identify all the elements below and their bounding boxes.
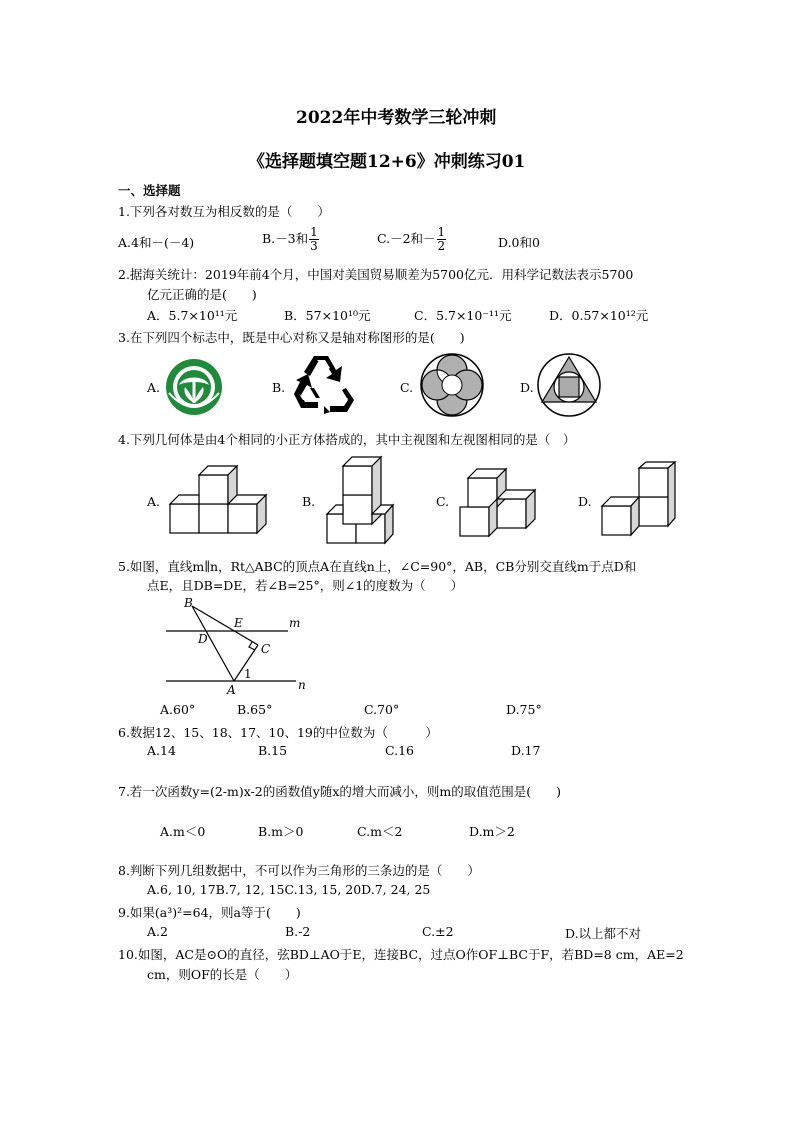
q5-option-c: C.70° [364, 702, 400, 717]
q4-stem: 4.下列几何体是由4个相同的小正方体搭成的，其中主视图和左视图相同的是（ ） [118, 432, 576, 447]
q6-option-c: C.16 [385, 743, 414, 758]
q4-label-c: C. [436, 494, 450, 509]
q4-label-a: A. [147, 494, 161, 509]
q1-stem: 1.下列各对数互为相反数的是（ ） [118, 204, 330, 219]
q9-option-d: D.以上都不对 [565, 926, 642, 941]
q1-fraction-b-num: 1 [310, 225, 318, 239]
q5-label-angle1: 1 [244, 667, 252, 681]
q2-option-d: D．0.57×10¹²元 [549, 308, 649, 323]
page-subtitle: 《选择题填空题12+6》冲刺练习01 [248, 152, 526, 172]
q5-line2: 点E，且DB=DE，若∠B=25°，则∠1的度数为（ ） [147, 578, 464, 593]
q5-label-a: A [227, 683, 236, 697]
section-heading: 一、选择题 [118, 183, 181, 198]
q3-label-a: A. [147, 380, 161, 395]
q1-option-d: D.0和0 [498, 235, 540, 250]
recycle-logo-icon [290, 350, 356, 416]
cube-figure-b-icon [323, 455, 395, 545]
q1-fraction-b [309, 226, 319, 253]
q1-option-c [377, 226, 447, 253]
q5-geometry-figure [160, 596, 320, 696]
q7-option-a: A.m＜0 [160, 824, 206, 839]
q2-option-b: B．57×10¹⁰元 [284, 308, 371, 323]
q7-option-b: B.m＞0 [258, 824, 304, 839]
q10-line1: 10.如图，AC是⊙O的直径，弦BD⊥AO于E，连接BC，过点O作OF⊥BC于F，若BD=8 cm，AE=2 [118, 947, 684, 962]
q10-line2: cm，则OF的长是（ ） [147, 967, 298, 982]
q7-option-c: C.m＜2 [357, 824, 403, 839]
q9-option-a: A.2 [147, 924, 168, 939]
q1-fraction-b-den: 3 [310, 239, 318, 253]
q6-option-b: B.15 [258, 743, 288, 758]
q1-fraction-c-num: 1 [437, 225, 446, 239]
q1-option-b-text: B.－3和 [262, 231, 309, 246]
q3-label-c: C. [400, 380, 414, 395]
q2-option-a: A．5.7×10¹¹元 [147, 308, 238, 323]
q3-label-b: B. [272, 380, 286, 395]
q6-option-d: D.17 [511, 743, 541, 758]
q5-label-n: n [298, 678, 306, 692]
q1-option-a: A.4和－(－4) [118, 235, 195, 250]
q5-label-e: E [234, 616, 243, 630]
q3-label-d: D. [520, 380, 534, 395]
q5-option-d: D.75° [506, 702, 542, 717]
q5-option-a: A.60° [160, 702, 196, 717]
q8-stem: 8.判断下列几组数据中，不可以作为三角形的三条边的是（ ） [118, 863, 480, 878]
q9-option-c: C.±2 [422, 924, 454, 939]
q5-label-d: D [198, 632, 208, 646]
q4-label-d: D. [578, 494, 592, 509]
q4-label-b: B. [302, 494, 316, 509]
q5-label-m: m [289, 616, 301, 630]
green-food-logo-icon [163, 357, 225, 417]
q7-option-d: D.m＞2 [469, 824, 515, 839]
q9-stem: 9.如果(a³)²=64，则a等于( ) [118, 905, 301, 920]
cube-figure-a-icon [168, 464, 272, 536]
q5-line1: 5.如图，直线m∥n，Rt△ABC的顶点A在直线n上，∠C=90°，AB，CB分别交直线m于点D和 [118, 559, 637, 574]
q8-options: A.6, 10, 17B.7, 12, 15C.13, 15, 20D.7, 24, 25 [147, 882, 431, 897]
q1-option-b [262, 226, 320, 253]
q5-label-b: B [184, 596, 193, 610]
q1-fraction-c-den: 2 [437, 239, 446, 253]
q3-stem: 3.在下列四个标志中，既是中心对称又是轴对称图形的是( ) [118, 330, 465, 345]
cube-figure-d-icon [600, 462, 682, 538]
q2-line1: 2.据海关统计：2019年前4个月，中国对美国贸易顺差为5700亿元．用科学记数法表示5700 [118, 267, 634, 282]
cube-figure-c-icon [458, 464, 538, 538]
page-title: 2022年中考数学三轮冲刺 [296, 108, 497, 128]
q6-option-a: A.14 [147, 743, 176, 758]
q5-label-c: C [261, 642, 271, 656]
q2-option-c: C．5.7×10⁻¹¹元 [414, 308, 512, 323]
triangle-square-logo-icon [535, 352, 603, 418]
q9-option-b: B.-2 [285, 924, 311, 939]
q7-stem: 7.若一次函数y=(2-m)x-2的函数值y随x的增大而减小，则m的取值范围是( ) [118, 784, 561, 799]
q5-option-b: B.65° [237, 702, 273, 717]
q1-fraction-c [437, 226, 447, 253]
q1-option-c-text: C.－2和－ [377, 231, 436, 246]
q6-stem: 6.数据12、15、18、17、10、19的中位数为（ ） [118, 725, 438, 740]
q2-line2: 亿元正确的是( ) [147, 287, 257, 302]
four-circles-logo-icon [418, 352, 486, 418]
